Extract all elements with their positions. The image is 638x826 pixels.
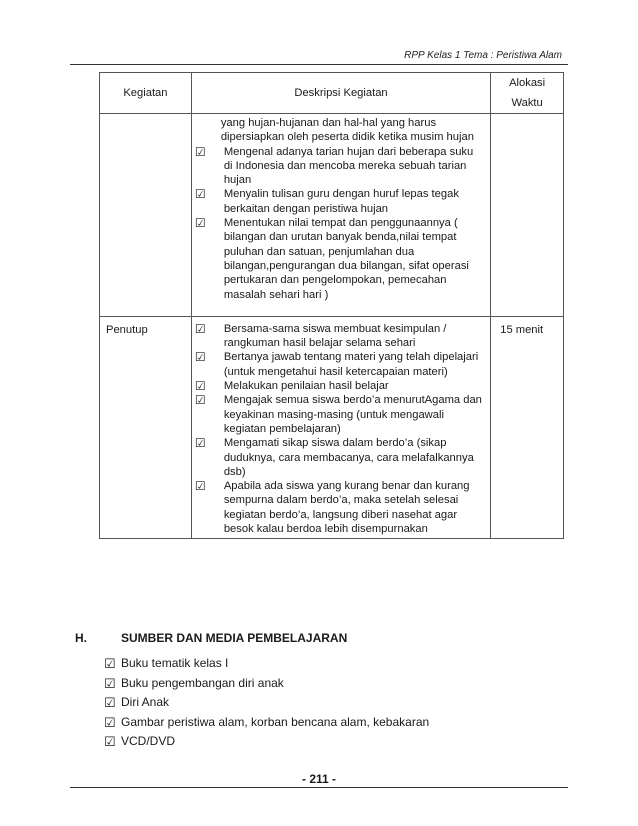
checked-box-icon: ☑	[194, 187, 206, 202]
list-item-text: Apabila ada siswa yang kurang benar dan kurang sempurna dalam berdo’a, maka setelah selesai kegiatan berdo’a, langsung diberi nasehat agar besok kalau berdoa lebih disempurnakan	[223, 480, 470, 536]
checked-box-icon: ☑	[194, 144, 206, 159]
footer-divider	[70, 787, 568, 788]
checked-box-icon: ☑	[194, 393, 206, 408]
list-item-text: Mengajak semua siswa berdo’a menurutAgama dan keyakinan masing-masing (untuk mengawali kegiatan pembelajaran)	[223, 394, 482, 435]
list-item	[192, 436, 482, 479]
list-item-text: Bertanya jawab tentang materi yang telah dipelajari (untuk mengetahui hasil ketercapaian materi)	[223, 351, 479, 378]
checked-box-icon: ☑	[194, 436, 206, 451]
list-item	[192, 393, 482, 436]
list-item	[192, 187, 482, 216]
list-item	[192, 379, 482, 393]
checked-box-icon: ☑	[194, 216, 206, 231]
description-cell	[191, 316, 490, 538]
section-title: SUMBER DAN MEDIA PEMBELAJARAN	[121, 631, 348, 645]
list-item-text: Mengenal adanya tarian hujan dari beberapa suku di Indonesia dan mencoba mereka sebuah tarian hujan	[223, 145, 474, 187]
page-number: - 211 -	[301, 772, 337, 786]
section-number: H.	[75, 631, 87, 645]
list-item-text: Buku tematik kelas I	[121, 656, 229, 670]
phase-cell: Penutup	[100, 316, 192, 538]
list-item	[104, 693, 429, 713]
table-header-row	[100, 73, 564, 114]
list-item-text: Mengamati sikap siswa dalam berdo’a (sikap duduknya, cara membacanya, cara melafalkannya dsb)	[223, 437, 474, 478]
list-item	[192, 322, 482, 351]
checked-box-icon: ☑	[194, 350, 206, 365]
allocation-cell: 15 menit	[491, 316, 564, 538]
list-item	[192, 350, 482, 379]
checked-box-icon: ☑	[104, 734, 116, 749]
header-alokasi	[491, 73, 564, 114]
checked-box-icon: ☑	[104, 714, 116, 730]
section-heading	[75, 631, 347, 646]
description-cell	[191, 114, 490, 317]
list-item	[104, 654, 429, 674]
list-item-text: Diri Anak	[121, 695, 170, 709]
list-item-text: Menentukan nilai tempat dan penggunaannya ( bilangan dan urutan banyak benda,nilai tempat puluhan dan satuan, penjumlahan dua bilangan,pengurangan dua bilangan, sifat operasi pertukaran dan pengelompokan, pemecahan masalah sehari hari )	[223, 217, 469, 301]
continued-text: yang hujan-hujanan dan hal-hal yang harus dipersiapkan oleh peserta didik ketika musim hujan	[220, 117, 474, 144]
list-item-text: Melakukan penilaian hasil belajar	[223, 380, 389, 393]
phase-cell	[100, 114, 192, 317]
header-kegiatan: Kegiatan	[100, 73, 192, 114]
list-item-text: Gambar peristiwa alam, korban bencana alam, kebakaran	[121, 714, 430, 729]
table-row	[100, 316, 564, 538]
table-row	[100, 114, 564, 317]
list-item	[192, 145, 482, 188]
list-item-text: Buku pengembangan diri anak	[121, 675, 284, 690]
list-item	[104, 674, 429, 694]
checked-box-icon: ☑	[104, 675, 116, 691]
header-alokasi-line1: Alokasi	[509, 77, 546, 89]
activity-table	[99, 72, 564, 539]
checked-box-icon: ☑	[194, 379, 206, 394]
checked-box-icon: ☑	[194, 479, 206, 494]
checked-box-icon: ☑	[194, 321, 206, 336]
list-item-text: Bersama-sama siswa membuat kesimpulan / rangkuman hasil belajar selama sehari	[223, 322, 447, 350]
list-item-text: VCD/DVD	[121, 734, 176, 748]
header-divider	[70, 64, 568, 65]
list-item	[192, 216, 482, 302]
list-item	[104, 732, 429, 752]
checked-box-icon: ☑	[104, 695, 116, 710]
header-deskripsi: Deskripsi Kegiatan	[191, 73, 490, 114]
list-item-text: Menyalin tulisan guru dengan huruf lepas tegak berkaitan dengan peristiwa hujan	[223, 188, 459, 215]
checked-box-icon: ☑	[104, 656, 116, 671]
list-item	[104, 713, 429, 733]
running-header: RPP Kelas 1 Tema : Peristiwa Alam	[404, 50, 562, 61]
header-alokasi-line2: Waktu	[511, 97, 543, 109]
list-item	[192, 479, 482, 536]
resource-list	[104, 654, 429, 752]
allocation-cell	[491, 114, 564, 317]
